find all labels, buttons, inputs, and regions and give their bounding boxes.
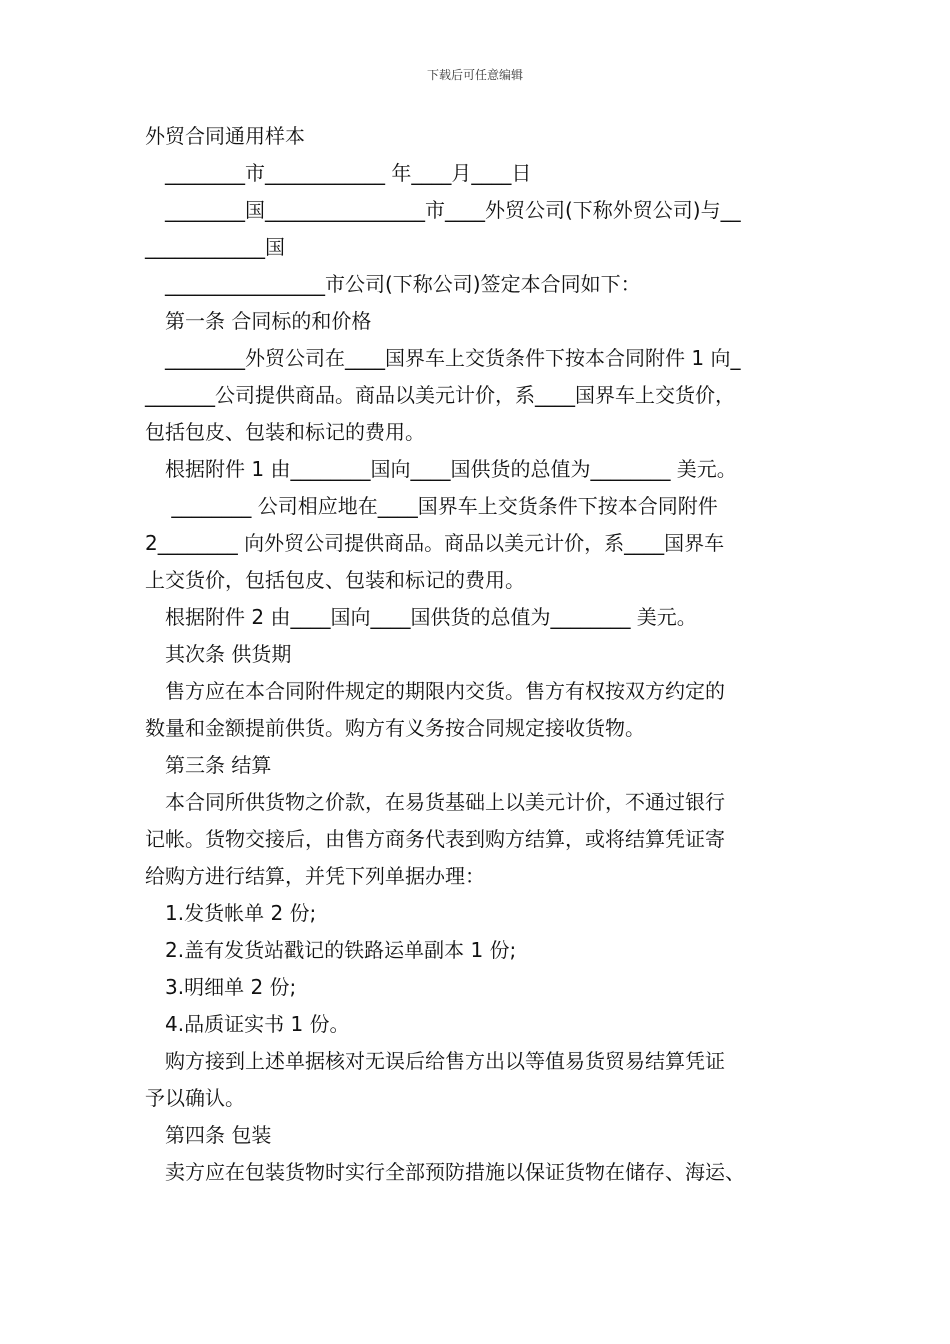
text-line: ________市____________ 年____月____日	[165, 161, 532, 185]
text-line: 4.品质证实书 1 份。	[165, 1012, 350, 1036]
text-line: 第一条 合同标的和价格	[165, 309, 372, 333]
text-line: 其次条 供货期	[165, 642, 292, 666]
text-line: ____________国	[145, 235, 285, 259]
contract-body	[145, 118, 825, 1191]
text-line: 1.发货帐单 2 份;	[165, 901, 317, 925]
page-header: 下载后可任意编辑	[426, 68, 523, 82]
text-line: 上交货价，包括包皮、包装和标记的费用。	[145, 568, 525, 592]
text-line: 2.盖有发货站戳记的铁路运单副本 1 份;	[165, 938, 517, 962]
text-line: 本合同所供货物之价款，在易货基础上以美元计价，不通过银行	[165, 790, 725, 814]
text-line: ________外贸公司在____国界车上交货条件下按本合同附件 1 向_	[165, 346, 741, 370]
text-line: 包括包皮、包装和标记的费用。	[145, 420, 425, 444]
text-line: 数量和金额提前供货。购方有义务按合同规定接收货物。	[145, 716, 645, 740]
text-line: 售方应在本合同附件规定的期限内交货。售方有权按双方约定的	[165, 679, 725, 703]
text-line: _______公司提供商品。商品以美元计价，系____国界车上交货价，	[145, 383, 735, 407]
text-line: ________ 公司相应地在____国界车上交货条件下按本合同附件	[165, 494, 718, 518]
text-line: 记帐。货物交接后，由售方商务代表到购方结算，或将结算凭证寄	[145, 827, 725, 851]
text-line: 给购方进行结算，并凭下列单据办理：	[145, 864, 485, 888]
text-line: 2________ 向外贸公司提供商品。商品以美元计价，系____国界车	[145, 531, 725, 555]
text-line: 3.明细单 2 份;	[165, 975, 297, 999]
text-line: 第四条 包装	[165, 1123, 272, 1147]
text-line: 购方接到上述单据核对无误后给售方出以等值易货贸易结算凭证	[165, 1049, 725, 1073]
text-line: ________国________________市____外贸公司(下称外贸公司)与__	[165, 198, 741, 222]
text-line: 根据附件 1 由________国向____国供货的总值为________ 美元。	[165, 457, 737, 481]
text-line: 卖方应在包装货物时实行全部预防措施以保证货物在储存、海运、	[165, 1160, 745, 1184]
text-line: 第三条 结算	[165, 753, 272, 777]
text-line: 根据附件 2 由____国向____国供货的总值为________ 美元。	[165, 605, 697, 629]
text-line: 外贸合同通用样本	[145, 124, 305, 148]
text-line: 予以确认。	[145, 1086, 245, 1110]
text-line: ________________市公司(下称公司)签定本合同如下：	[165, 272, 641, 296]
